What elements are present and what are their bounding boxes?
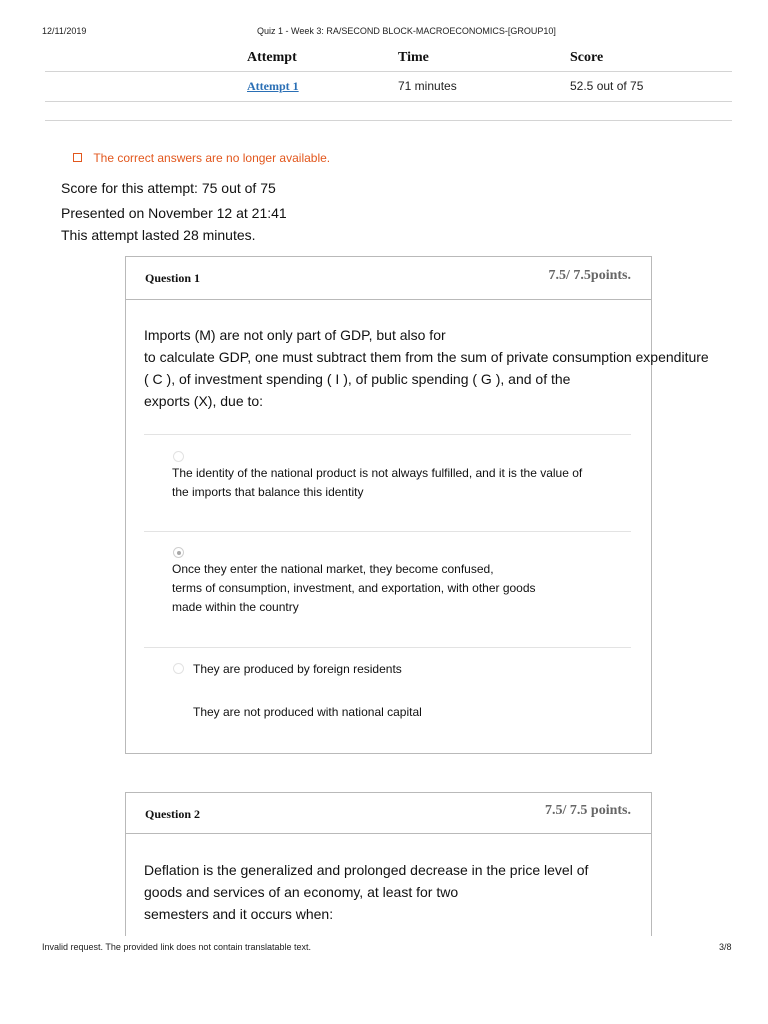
answer-text-line: the imports that balance this identity bbox=[172, 485, 364, 499]
question-2-header bbox=[126, 793, 651, 834]
question-text-line: to calculate GDP, one must subtract them from the sum of private consumption expenditure bbox=[144, 349, 709, 365]
question-points: 7.5/ 7.5 points. bbox=[545, 803, 631, 818]
answer-text-line: terms of consumption, investment, and exportation, with other goods bbox=[172, 581, 536, 595]
answer-divider bbox=[144, 647, 631, 648]
question-title: Question 2 bbox=[145, 807, 201, 821]
answer-2-text bbox=[172, 560, 536, 617]
answer-3-text: They are produced by foreign residents bbox=[193, 662, 402, 676]
answer-1-radio[interactable] bbox=[173, 451, 184, 462]
question-2-text bbox=[144, 859, 588, 925]
answer-3-radio[interactable] bbox=[173, 663, 184, 674]
attempt-time: 71 minutes bbox=[398, 79, 457, 93]
attempt-duration: This attempt lasted 28 minutes. bbox=[61, 227, 256, 243]
question-text-line: semesters and it occurs when: bbox=[144, 906, 334, 922]
question-1-header bbox=[126, 257, 651, 300]
page-number: 3/8 bbox=[719, 942, 732, 952]
notice-text: The correct answers are no longer available. bbox=[93, 151, 331, 165]
answer-text-line: made within the country bbox=[172, 600, 299, 614]
question-text-line: ( C ), of investment spending ( I ), of public spending ( G ), and of the bbox=[144, 371, 571, 387]
answer-text-line: Once they enter the national market, they become confused, bbox=[172, 562, 494, 576]
page-title: Quiz 1 - Week 3: RA/SECOND BLOCK-MACROECONOMICS-[GROUP10] bbox=[257, 26, 556, 36]
question-1-text bbox=[144, 324, 709, 412]
answer-divider bbox=[144, 434, 631, 435]
attempt-1-link[interactable]: Attempt 1 bbox=[247, 79, 299, 93]
question-text-line: goods and services of an economy, at least for two bbox=[144, 884, 459, 900]
question-text-line: exports (X), due to: bbox=[144, 393, 264, 409]
attempt-column-header: Attempt bbox=[247, 50, 297, 65]
question-points: 7.5/ 7.5points. bbox=[548, 268, 631, 283]
score-column-header: Score bbox=[570, 50, 604, 65]
presented-on: Presented on November 12 at 21:41 bbox=[61, 205, 287, 221]
warning-icon bbox=[73, 153, 82, 162]
print-date: 12/11/2019 bbox=[42, 26, 87, 36]
table-header-divider bbox=[45, 71, 732, 72]
answer-1-text bbox=[172, 464, 582, 502]
answer-divider bbox=[144, 531, 631, 532]
answer-text-line: The identity of the national product is not always fulfilled, and it is the value of bbox=[172, 466, 583, 480]
table-row-divider bbox=[45, 101, 732, 102]
footer-message: Invalid request. The provided link does not contain translatable text. bbox=[42, 942, 311, 952]
answer-4-text: They are not produced with national capital bbox=[193, 705, 422, 719]
question-text-line: Deflation is the generalized and prolonged decrease in the price level of bbox=[144, 862, 589, 878]
question-text-line: Imports (M) are not only part of GDP, but also for bbox=[144, 327, 446, 343]
question-title: Question 1 bbox=[145, 271, 201, 285]
answers-unavailable-notice bbox=[73, 151, 330, 165]
attempt-score-summary: Score for this attempt: 75 out of 75 bbox=[61, 180, 276, 196]
answer-2-radio-selected[interactable] bbox=[173, 547, 184, 558]
section-divider bbox=[45, 120, 732, 121]
time-column-header: Time bbox=[398, 50, 429, 65]
attempt-score: 52.5 out of 75 bbox=[570, 79, 644, 93]
